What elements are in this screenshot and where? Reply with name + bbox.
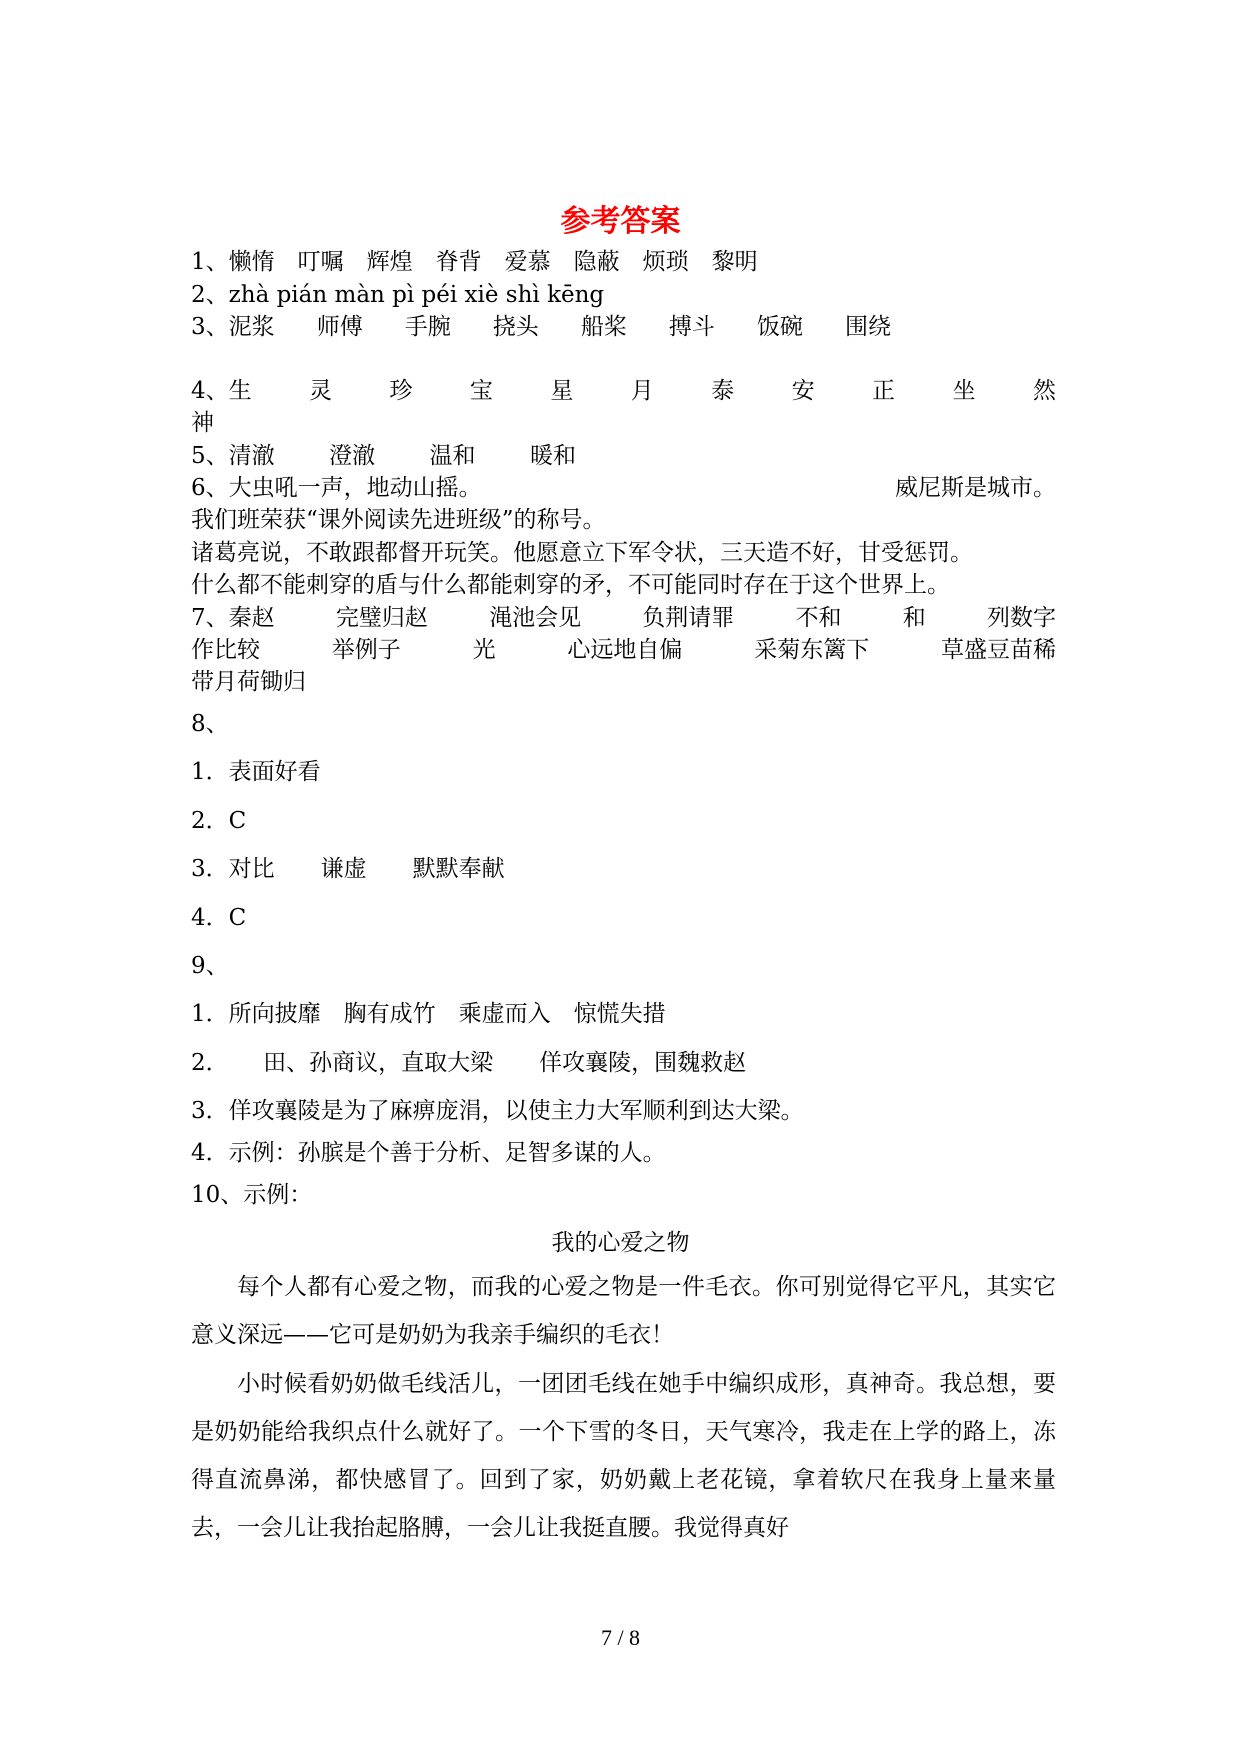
answer-5-word: 5、清澈 xyxy=(191,443,275,469)
answer-7-item: 光 xyxy=(472,637,496,663)
answer-8-item-2: 2．C xyxy=(191,808,247,834)
answer-5-word: 暖和 xyxy=(530,443,576,469)
answer-7-item: 举例子 xyxy=(331,637,401,663)
answer-8-heading: 8、 xyxy=(191,711,229,737)
answer-3-word: 船桨 xyxy=(580,314,627,340)
answer-4-char: 然 xyxy=(1032,378,1056,404)
answer-7-row-1 xyxy=(191,603,1056,633)
answer-7-item: 采菊东篱下 xyxy=(754,637,870,663)
answer-6-line-2: 我们班荣获“课外阅读先进班级”的称号。 xyxy=(191,507,606,533)
answer-7-item: 渑池会见 xyxy=(489,605,582,631)
answer-7-item: 作比较 xyxy=(191,637,260,663)
answer-4-char: 正 xyxy=(872,378,896,404)
answer-3-word: 3、泥浆 xyxy=(191,314,275,340)
answer-4 xyxy=(191,376,1056,406)
answer-3-word: 饭碗 xyxy=(756,314,803,340)
answer-7-item: 心远地自偏 xyxy=(567,637,683,663)
answer-4-char: 泰 xyxy=(711,378,735,404)
answer-4-char: 灵 xyxy=(309,378,333,404)
essay-paragraph-2: 小时候看奶奶做毛线活儿，一团团毛线在她手中编织成形，真神奇。我总想，要是奶奶能给我织点什么就好了。一个下雪的冬日，天气寒冷，我走在上学的路上，冻得直流鼻涕，都快感冒了。回到了家，奶奶戴上老花镜，拿着软尺在我身上量来量去，一会儿让我抬起胳膊，一会儿让我挺直腰。我觉得真好 xyxy=(191,1371,1056,1541)
answer-6-line-1: 6、大虫吼一声，地动山摇。 xyxy=(191,475,482,501)
answer-4-char: 宝 xyxy=(469,378,493,404)
answer-2: 2、zhà pián màn pì péi xiè shì kēng xyxy=(191,282,605,308)
answer-4-char: 安 xyxy=(791,378,815,404)
answer-6-line-4: 什么都不能刺穿的盾与什么都能刺穿的矛，不可能同时存在于这个世界上。 xyxy=(191,572,950,598)
answer-4-char: 星 xyxy=(550,378,574,404)
answer-9-heading: 9、 xyxy=(191,953,229,979)
answer-7-item: 负荆请罪 xyxy=(642,605,735,631)
answer-9-item-1: 1．所向披靡 胸有成竹 乘虚而入 惊慌失措 xyxy=(191,1001,666,1027)
answer-7-item: 完璧归赵 xyxy=(335,605,428,631)
answer-5-word: 温和 xyxy=(429,443,476,469)
answer-7-item: 草盛豆苗稀 xyxy=(940,637,1056,663)
answer-3-word: 手腕 xyxy=(404,314,451,340)
answer-4-char: 4、生 xyxy=(191,378,252,404)
answer-6-line-1-right: 威尼斯是城市。 xyxy=(895,475,1056,501)
answer-7-item: 列数字 xyxy=(986,605,1056,631)
answer-7-row-3: 带月荷锄归 xyxy=(191,669,306,695)
answer-7-item: 不和 xyxy=(795,605,842,631)
essay-title: 我的心爱之物 xyxy=(551,1230,690,1256)
answer-5 xyxy=(191,441,576,471)
answer-4-continued: 神 xyxy=(191,410,214,436)
answer-9-item-3: 3．佯攻襄陵是为了麻痹庞涓，以使主力大军顺利到达大梁。 xyxy=(191,1098,804,1124)
answer-7-item: 7、秦赵 xyxy=(191,605,275,631)
answer-3-word: 挠头 xyxy=(492,314,539,340)
answer-8-item-3: 3．对比 谦虚 默默奉献 xyxy=(191,856,505,882)
answer-7-item: 和 xyxy=(902,605,926,631)
answer-3 xyxy=(191,312,891,342)
page-title: 参考答案 xyxy=(560,204,681,239)
answer-4-char: 珍 xyxy=(389,378,413,404)
page-number: 7 / 8 xyxy=(600,1625,641,1650)
answer-4-char: 坐 xyxy=(952,378,976,404)
answer-1: 1、懒惰 叮嘱 辉煌 脊背 爱慕 隐蔽 烦琐 黎明 xyxy=(191,249,758,275)
answer-5-word: 澄澈 xyxy=(329,443,376,469)
essay-paragraph-1: 每个人都有心爱之物，而我的心爱之物是一件毛衣。你可别觉得它平凡，其实它意义深远——它可是奶奶为我亲手编织的毛衣！ xyxy=(191,1274,1056,1348)
answer-8-item-4: 4．C xyxy=(191,905,247,931)
answer-9-item-4: 4．示例：孙膑是个善于分析、足智多谋的人。 xyxy=(191,1140,666,1166)
answer-10-heading: 10、示例： xyxy=(191,1182,313,1208)
answer-7-row-2 xyxy=(191,635,1056,665)
answer-4-char: 月 xyxy=(630,378,654,404)
answer-6-line-3: 诸葛亮说，不敢跟都督开玩笑。他愿意立下军令状，三天造不好，甘受惩罚。 xyxy=(191,540,973,566)
answer-3-word: 搏斗 xyxy=(668,314,715,340)
answer-8-item-1: 1．表面好看 xyxy=(191,759,321,785)
answer-3-word: 围绕 xyxy=(844,314,891,340)
answer-3-word: 师傅 xyxy=(316,314,363,340)
answer-9-item-2: 2． 田、孙商议，直取大梁 佯攻襄陵，围魏救赵 xyxy=(191,1050,747,1076)
